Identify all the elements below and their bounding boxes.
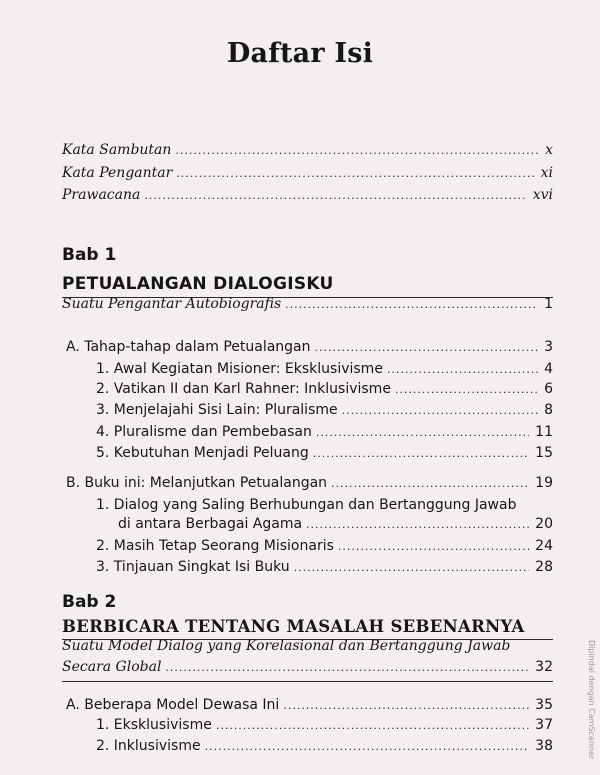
toc-item bbox=[96, 738, 553, 754]
leader-dots bbox=[331, 477, 529, 490]
entry-label: 3. Tinjauan Singkat Isi Buku bbox=[96, 559, 290, 575]
entry-label: 1. Awal Kegiatan Misioner: Eksklusivisme bbox=[96, 361, 383, 377]
entry-label: B. Buku ini: Melanjutkan Petualangan bbox=[66, 475, 328, 491]
toc-entry-prawacana bbox=[62, 187, 553, 203]
toc-section-a bbox=[66, 339, 553, 355]
leader-dots bbox=[205, 740, 530, 753]
toc-item bbox=[96, 445, 553, 461]
chapter-number: Bab 2 bbox=[62, 592, 117, 612]
toc-item bbox=[96, 559, 553, 575]
toc-entry-kata-sambutan bbox=[62, 142, 553, 158]
toc-item bbox=[96, 538, 553, 554]
leader-dots bbox=[306, 518, 529, 531]
entry-page: xvi bbox=[532, 187, 553, 203]
chapter-title: PETUALANGAN DIALOGISKU bbox=[62, 274, 334, 294]
entry-page: 38 bbox=[535, 738, 553, 754]
leader-dots bbox=[338, 540, 529, 553]
leader-dots bbox=[342, 404, 538, 417]
toc-item bbox=[96, 402, 553, 418]
chapter-title: BERBICARA TENTANG MASALAH SEBENARNYA bbox=[62, 617, 525, 636]
leader-dots bbox=[144, 189, 526, 202]
entry-page: 3 bbox=[544, 339, 553, 355]
chapter-subtitle-line2 bbox=[62, 659, 553, 675]
entry-label: Kata Pengantar bbox=[62, 165, 173, 181]
toc-item bbox=[118, 516, 553, 532]
leader-dots bbox=[175, 144, 539, 157]
entry-page: 15 bbox=[535, 445, 553, 461]
toc-item bbox=[96, 717, 553, 733]
entry-page: xi bbox=[540, 165, 553, 181]
entry-page: 28 bbox=[535, 559, 553, 575]
entry-label: 2. Inklusivisme bbox=[96, 738, 201, 754]
entry-label: Suatu Pengantar Autobiografis bbox=[62, 296, 282, 312]
toc-item bbox=[96, 424, 553, 440]
leader-dots bbox=[315, 341, 539, 354]
chapter-number: Bab 1 bbox=[62, 245, 117, 265]
leader-dots bbox=[176, 167, 534, 180]
entry-page: 24 bbox=[535, 538, 553, 554]
toc-section-b bbox=[66, 475, 553, 491]
entry-page: 11 bbox=[535, 424, 553, 440]
entry-label: 5. Kebutuhan Menjadi Peluang bbox=[96, 445, 309, 461]
leader-dots bbox=[387, 363, 538, 376]
entry-page: 4 bbox=[544, 361, 553, 377]
leader-dots bbox=[216, 719, 529, 732]
chapter-subtitle bbox=[62, 296, 553, 312]
leader-dots bbox=[283, 699, 529, 712]
chapter-subtitle-line1: Suatu Model Dialog yang Korelasional dan Bertanggung Jawab bbox=[62, 638, 511, 654]
entry-label: di antara Berbagai Agama bbox=[118, 516, 303, 532]
entry-page: 20 bbox=[535, 516, 553, 532]
entry-label: 3. Menjelajahi Sisi Lain: Pluralisme bbox=[96, 402, 338, 418]
page-title: Daftar Isi bbox=[226, 38, 374, 69]
toc-item bbox=[96, 361, 553, 377]
scanner-watermark: Dipindai dengan CamScanner bbox=[587, 640, 596, 760]
entry-page: 19 bbox=[535, 475, 553, 491]
entry-label: 2. Vatikan II dan Karl Rahner: Inklusivisme bbox=[96, 381, 391, 397]
entry-page: x bbox=[545, 142, 553, 158]
entry-page: 32 bbox=[535, 659, 553, 675]
leader-dots bbox=[316, 426, 529, 439]
entry-label: Prawacana bbox=[62, 187, 141, 203]
entry-label: 1. Eksklusivisme bbox=[96, 717, 212, 733]
entry-label: 4. Pluralisme dan Pembebasan bbox=[96, 424, 312, 440]
toc-item-line1: 1. Dialog yang Saling Berhubungan dan Bertanggung Jawab bbox=[96, 497, 517, 513]
leader-dots bbox=[285, 298, 538, 311]
leader-dots bbox=[294, 561, 530, 574]
entry-page: 35 bbox=[535, 697, 553, 713]
subtitle-rule bbox=[62, 681, 553, 682]
entry-page: 8 bbox=[544, 402, 553, 418]
entry-label: Secara Global bbox=[62, 659, 162, 675]
leader-dots bbox=[313, 447, 529, 460]
leader-dots bbox=[395, 383, 538, 396]
entry-label: A. Beberapa Model Dewasa Ini bbox=[66, 697, 280, 713]
entry-label: A. Tahap-tahap dalam Petualangan bbox=[66, 339, 311, 355]
leader-dots bbox=[165, 661, 529, 674]
entry-label: Kata Sambutan bbox=[62, 142, 172, 158]
toc-item bbox=[96, 381, 553, 397]
entry-page: 6 bbox=[544, 381, 553, 397]
toc-section-a bbox=[66, 697, 553, 713]
entry-page: 37 bbox=[535, 717, 553, 733]
entry-page: 1 bbox=[544, 296, 553, 312]
toc-entry-kata-pengantar bbox=[62, 165, 553, 181]
entry-label: 2. Masih Tetap Seorang Misionaris bbox=[96, 538, 334, 554]
